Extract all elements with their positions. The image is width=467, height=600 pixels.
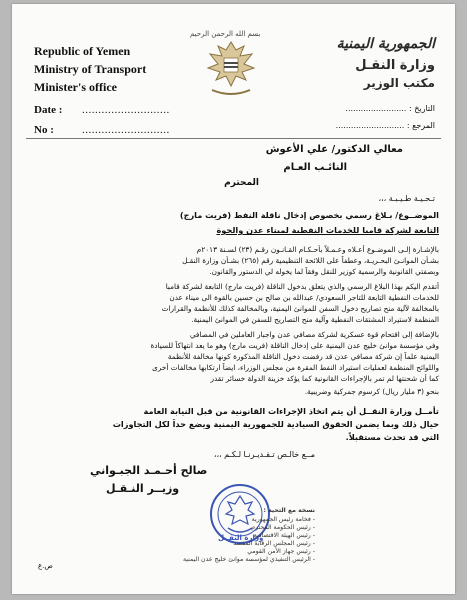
body-p5-line: حيال ذلك وبما يضمن الحقوق السيادية للجمهورية اليمنية ويضع حداً لكل التجاوزات <box>112 419 439 429</box>
date-label: Date : <box>34 104 63 116</box>
cc-item: - رئيس الحكومة المحترم <box>251 524 315 531</box>
addressee-title: النائـب العـام <box>283 162 347 173</box>
ar-reference-field: المرجع : ........................... <box>335 121 435 130</box>
cc-title: نسخة مع التحية : <box>263 507 315 514</box>
header-en-country: Republic of Yemen <box>34 44 131 58</box>
header-en-ministry: Ministry of Transport <box>34 62 147 76</box>
cc-item: - فخامة رئيس الجمهورية <box>251 516 315 523</box>
body-p2-line: بالمخالفة لآلية منح تصاريح دخول السفن للموانئ اليمنية، وبالمخالفة كذلك للأنظمة والقرارات <box>161 304 439 313</box>
addressee-name: معالي الدكتور/ علي الأعوش <box>265 144 403 155</box>
no-label: No : <box>34 124 54 136</box>
cc-item: - رئيس الهيئة الاقتصادية <box>253 532 315 539</box>
greeting: تـحـيـة طـيـبـة ،،، <box>378 194 435 203</box>
cc-item: - رئيس جهاز الأمن القومي <box>247 548 315 555</box>
body-p3-line: وفي مؤسسة موانئ خليج عدن اليمنية على إدخال الناقلة (فريت مارج) وهو ما يعد انتهاكاً للسيادة <box>150 341 439 350</box>
signatory-name: صالح أحـمـد الجبـواني <box>90 464 208 477</box>
body-p3-line: بالإضافة إلى اقتحام قوة عسكرية لشركة مصافي عدن واجبار العاملين في المصافي <box>189 330 439 339</box>
header-divider <box>26 138 441 139</box>
footer-initials: ص.ع <box>38 562 53 570</box>
body-p1-line: وبصفتي القانونية والرسمية كوزير للنقل وفقاً لما يخوله لي الدستور والقانون. <box>209 267 439 276</box>
cc-item: - الرئيس التنفيذي لمؤسسة موانئ خليج عدن اليمنية <box>182 556 315 563</box>
body-p5-line: تأمــل وزارة النقــل أن يتم اتخاذ الإجراءات القانونية من قبل النيابة العامة <box>143 406 439 416</box>
header-en-office: Minister's office <box>34 80 117 94</box>
subject-line-1: الموضــوع/ بـلاغ رسمي بخصوص إدخال ناقلة النفط (فريت مارج) <box>179 210 439 220</box>
body-p2-line: للخدمات النفطية التابعة للتاجر السعودي/ عبدالله بن صالح بن حسين بالقوة الى ميناء عدن <box>169 293 439 302</box>
signatory-title: وزيــر النـقـل <box>106 482 180 495</box>
body-p3-line: اليمنية علماً إن شركة مصافي عدن قد رفضت دخول الناقلة المذكورة كونها مخالفة للأنظمة <box>167 352 439 361</box>
stamp-text: وزارة النقــل <box>218 534 264 542</box>
body-p3-line: واللوائح المنظمة لعمليات استيراد النفط المقرة من مجلس الوزراء، ايضاً ارتكابها مخالفات أخرى <box>152 363 439 372</box>
ar-date-field: التاريخ : ........................ <box>345 104 435 113</box>
date-value: ........................... <box>82 104 170 116</box>
body-p3-line: كما أن شحنتها لم تمر بالإجراءات القانونية كما يؤكد خزينة الدولة خسائر تقدر <box>210 374 439 383</box>
header-ar-office: مكتب الوزير <box>363 76 435 90</box>
addressee-honorific: المحترم <box>224 178 259 188</box>
body-p2-line: المنظمة لاستيراد المشتقات النفطية وآلية منح التصاريح للسفن في الموانئ اليمنية. <box>191 315 439 324</box>
closing-line: مــع خالـص تـقـديـرنـا لـكـم ،،، <box>213 450 315 459</box>
body-p4-line: بنحو (٣ مليار ريال) كرسوم جمركية وضريبية. <box>304 387 439 396</box>
body-p1-line: بشـأن الموانـئ البحـريـة، وعطفاً على اللائحة التنظيمية رقم (٢٦٥) بشـأن وزارة النقـل <box>182 256 439 265</box>
yemen-eagle-emblem <box>202 36 260 100</box>
subject-line-2: التابعة لشركة قامبا للخدمات النفطية لميناء عدن والحوة <box>216 225 439 235</box>
cc-item: - رئيس المجلس الرقابة المفسد <box>233 540 315 547</box>
letter-page <box>12 4 455 594</box>
no-value: ........................... <box>82 124 170 136</box>
body-p2-line: أتقدم اليكم بهذا البلاغ الرسمي والذي يتعلق بدخول الناقلة (فريت مارج) التابعة لشركة قامبا <box>165 282 439 291</box>
body-p1-line: بالإشـارة إلـى الموضـوع أعـلاه وعـمـلاً بأحـكـام القـانـون رقـم (٢٣) لسـنة ٢٠١٣م <box>196 245 439 254</box>
header-ar-ministry: وزارة النقـل <box>355 58 435 73</box>
body-p5-line: التي قد تحدث مستقبلاً. <box>345 432 439 442</box>
header-ar-country: الجمهورية اليمنية <box>336 36 435 52</box>
emblem-caption: بسم الله الرحمن الرحيم <box>190 30 261 38</box>
